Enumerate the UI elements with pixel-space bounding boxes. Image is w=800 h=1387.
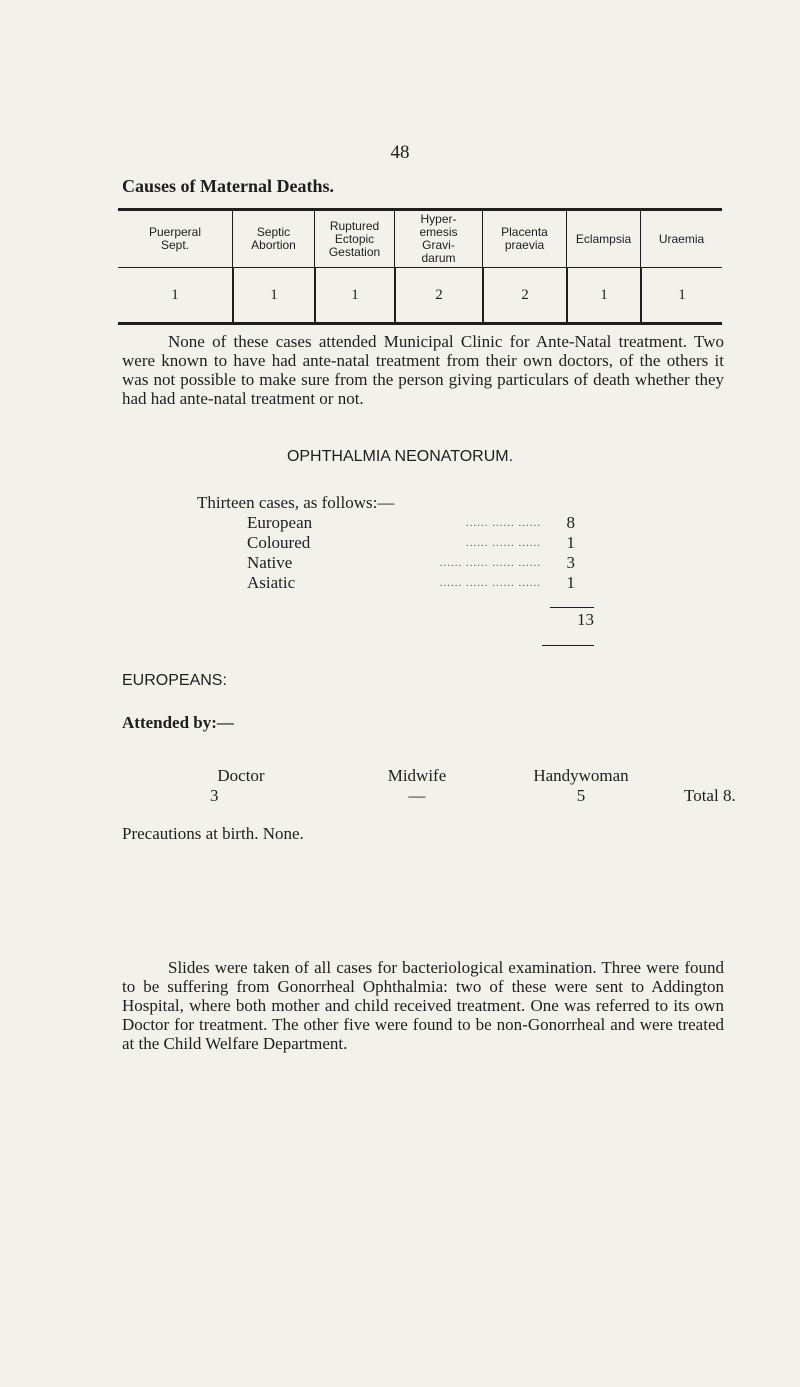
- value-cell: 1: [232, 268, 314, 322]
- item-label: European: [247, 513, 313, 532]
- cases-total: 13: [577, 610, 594, 629]
- attended-by-heading: Attended by:—: [122, 713, 234, 732]
- list-item: [247, 553, 575, 573]
- midwife-column: [372, 766, 462, 806]
- handywoman-value: 5: [576, 786, 586, 805]
- list-item: [247, 513, 575, 533]
- list-item: [247, 573, 575, 593]
- sum-rule: [550, 607, 594, 608]
- header-cell: [566, 211, 640, 267]
- item-label: Native: [247, 553, 293, 572]
- item-label: Coloured: [247, 533, 311, 552]
- item-label: Asiatic: [247, 573, 296, 592]
- header-label: Uraemia: [658, 231, 705, 246]
- header-label: Ruptured Ectopic Gestation: [328, 218, 381, 259]
- page-number: 48: [390, 142, 410, 163]
- header-label: Placenta praevia: [501, 225, 548, 252]
- section-heading: Causes of Maternal Deaths.: [122, 176, 334, 196]
- item-value: 1: [566, 533, 575, 552]
- europeans-heading: EUROPEANS:: [122, 672, 227, 689]
- precautions-line: Precautions at birth. None.: [122, 824, 304, 843]
- table-value-row: [118, 268, 722, 322]
- value-cell: 2: [394, 268, 482, 322]
- handywoman-label: Handywoman: [533, 766, 629, 785]
- sum-rule: [542, 645, 594, 646]
- antenatal-paragraph: None of these cases attended Municipal Clinic for Ante-Natal treatment. Two were known to have had ante-natal treatment from their own doctors, of the others it was not possible to make sure from the person giving particulars of death whether they had had ante-natal treatment or not.: [122, 332, 724, 408]
- value-cell: 1: [640, 268, 722, 322]
- doctor-column: [208, 766, 274, 806]
- table-bottom-rule: [118, 322, 722, 325]
- header-label: Hyper- emesis Gravi- darum: [419, 212, 458, 265]
- value-cell: 2: [482, 268, 566, 322]
- header-cell: [314, 211, 394, 267]
- header-label: Puerperal Sept.: [148, 225, 202, 252]
- cases-intro: Thirteen cases, as follows:—: [197, 493, 395, 512]
- value-cell: 1: [171, 286, 179, 303]
- value-cell: 1: [314, 268, 394, 322]
- leader-dots: ...... ...... ...... ......: [439, 577, 541, 589]
- item-value: 1: [566, 573, 575, 592]
- attended-total: Total 8.: [684, 786, 736, 805]
- header-cell: [232, 211, 314, 267]
- midwife-value: —: [408, 786, 426, 805]
- leader-dots: ...... ...... ......: [466, 517, 541, 529]
- ophthalmia-title: OPHTHALMIA NEONATORUM.: [286, 448, 514, 465]
- header-cell: [118, 211, 232, 267]
- header-cell: [482, 211, 566, 267]
- leader-dots: ...... ...... ......: [466, 537, 541, 549]
- cases-list: [247, 513, 575, 593]
- header-label: Septic Abortion: [251, 225, 296, 252]
- doctor-label: Doctor: [217, 766, 265, 785]
- value-cell: 1: [566, 268, 640, 322]
- table-header-row: [118, 211, 722, 267]
- handywoman-column: [515, 766, 647, 806]
- header-cell: [394, 211, 482, 267]
- item-value: 8: [566, 513, 575, 532]
- list-item: [247, 533, 575, 553]
- leader-dots: ...... ...... ...... ......: [439, 557, 541, 569]
- item-value: 3: [566, 553, 575, 572]
- midwife-label: Midwife: [387, 766, 447, 785]
- header-label: Eclampsia: [575, 231, 632, 246]
- header-cell: [640, 211, 722, 267]
- maternal-deaths-table: [118, 208, 722, 325]
- doctor-value: 3: [210, 786, 219, 805]
- slides-paragraph: Slides were taken of all cases for bacteriological examination. Three were found to be suffering from Gonorrheal Ophthalmia: two of these were sent to Addington Hospital, where both mother and child received treatment. One was referred to its own Doctor for treatment. The other five were found to be non-Gonorrheal and were treated at the Child Welfare Department.: [122, 958, 724, 1053]
